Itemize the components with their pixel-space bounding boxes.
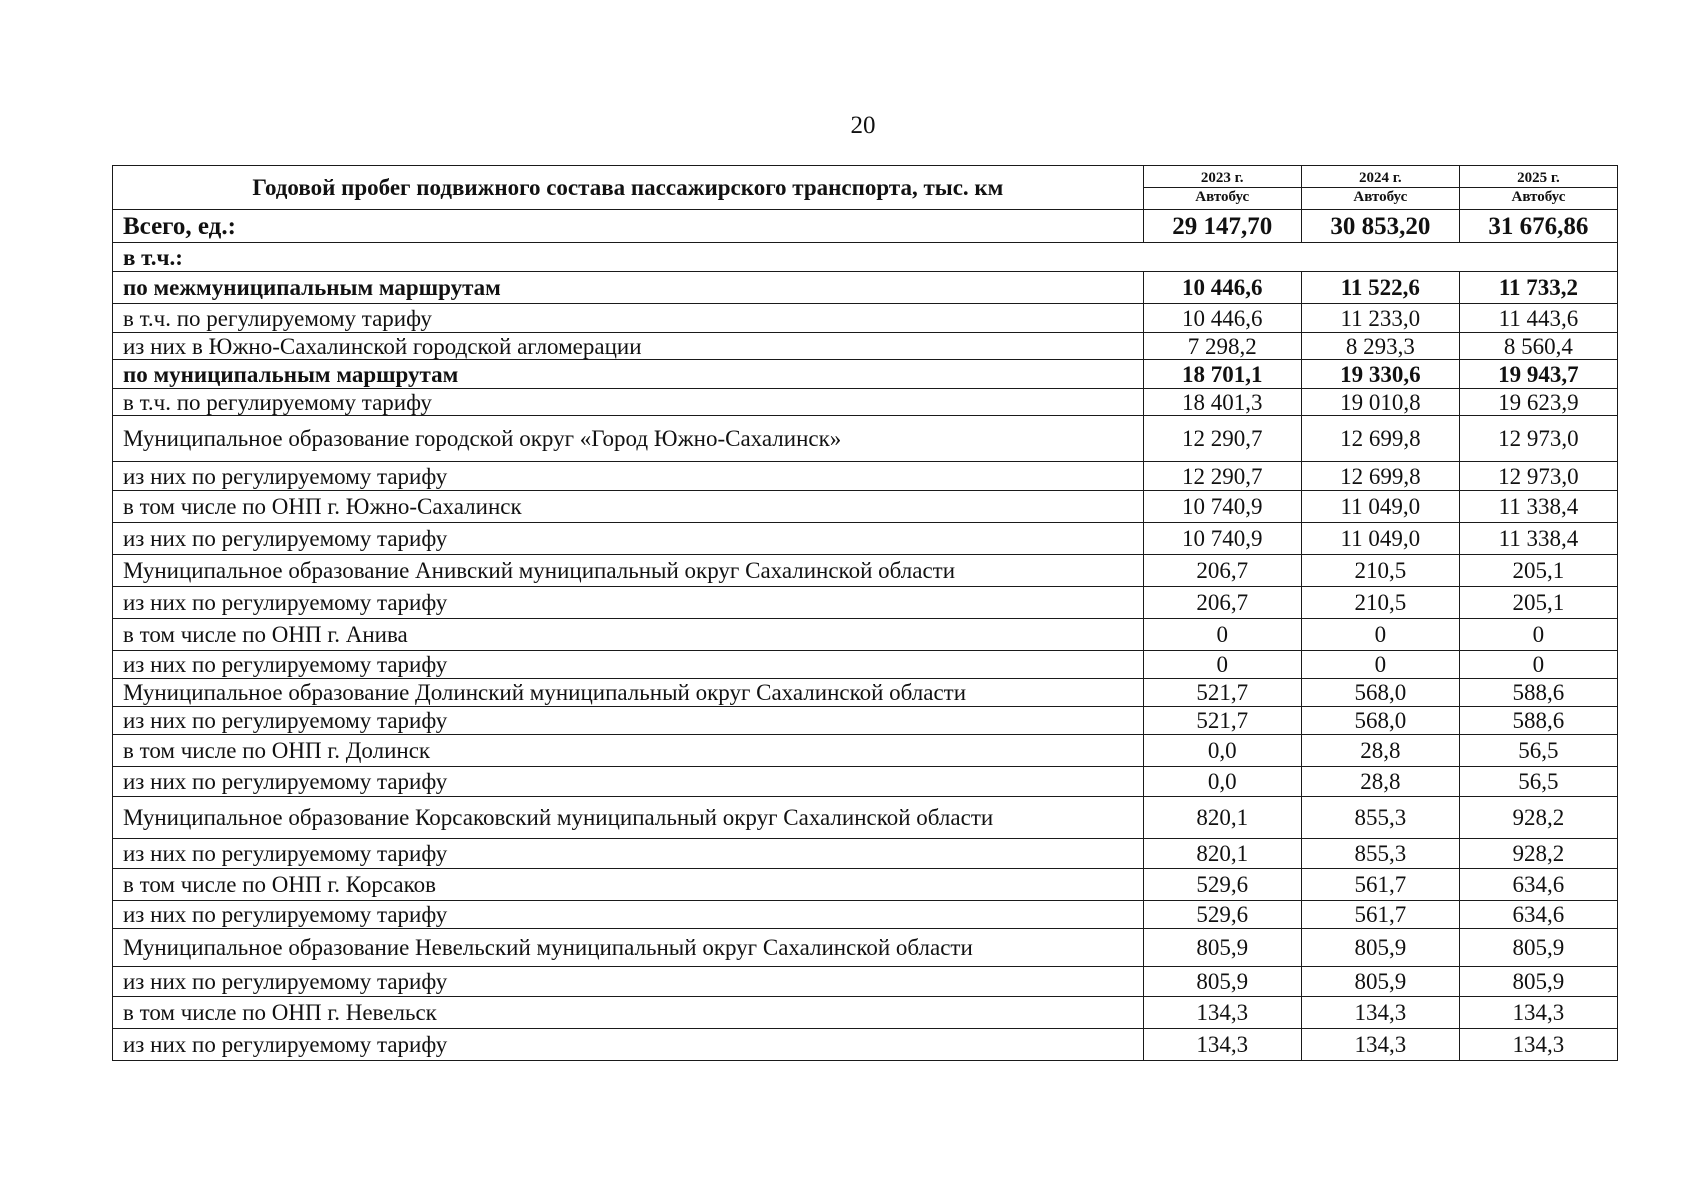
row-value-2024: 19 330,6	[1301, 360, 1459, 389]
row-value-2023: 29 147,70	[1143, 210, 1301, 243]
row-value-2025: 205,1	[1459, 555, 1617, 587]
row-value-2023: 18 701,1	[1143, 360, 1301, 389]
table-row	[113, 587, 1618, 619]
row-label: Муниципальное образование Долинский муниципальный округ Сахалинской области	[113, 679, 1144, 707]
vehicle-type-label: Автобус	[1511, 189, 1566, 205]
row-value-2023: 0	[1143, 619, 1301, 651]
table-row	[113, 901, 1618, 929]
row-value-2024: 805,9	[1301, 929, 1459, 967]
row-value-2023: 12 290,7	[1143, 462, 1301, 491]
row-value-2023: 10 446,6	[1143, 304, 1301, 333]
row-value-2023: 521,7	[1143, 707, 1301, 735]
table-row	[113, 869, 1618, 901]
row-value-2024: 855,3	[1301, 797, 1459, 839]
row-value-2025: 12 973,0	[1459, 462, 1617, 491]
table-row	[113, 679, 1618, 707]
row-label: в т.ч. по регулируемому тарифу	[113, 304, 1144, 333]
row-label: в том числе по ОНП г. Анива	[113, 619, 1144, 651]
row-value-2024: 8 293,3	[1301, 333, 1459, 360]
year-header-2023	[1143, 166, 1301, 210]
row-label: из них по регулируемому тарифу	[113, 967, 1144, 997]
table-row	[113, 389, 1618, 416]
row-value-2023: 805,9	[1143, 929, 1301, 967]
table-row	[113, 651, 1618, 679]
row-value-2023: 0,0	[1143, 735, 1301, 767]
row-value-2025: 11 733,2	[1459, 272, 1617, 304]
row-value-2023: 134,3	[1143, 1029, 1301, 1061]
row-value-2024: 561,7	[1301, 901, 1459, 929]
row-value-2025: 805,9	[1459, 929, 1617, 967]
row-value-2024: 11 522,6	[1301, 272, 1459, 304]
table-row	[113, 707, 1618, 735]
row-value-2024: 11 049,0	[1301, 523, 1459, 555]
row-label: из них по регулируемому тарифу	[113, 901, 1144, 929]
table-row	[113, 462, 1618, 491]
table-row	[113, 967, 1618, 997]
row-value-2024: 11 049,0	[1301, 491, 1459, 523]
table-row	[113, 619, 1618, 651]
row-value-2025: 0	[1459, 619, 1617, 651]
row-value-2024: 12 699,8	[1301, 462, 1459, 491]
row-label: в т.ч.:	[113, 243, 1618, 272]
table-row	[113, 797, 1618, 839]
row-value-2025: 11 338,4	[1459, 523, 1617, 555]
row-label: в том числе по ОНП г. Долинск	[113, 735, 1144, 767]
year-header-2024	[1301, 166, 1459, 210]
row-value-2025: 805,9	[1459, 967, 1617, 997]
year-label: 2025 г.	[1460, 169, 1617, 188]
row-label: из них по регулируемому тарифу	[113, 767, 1144, 797]
table-body	[113, 210, 1618, 1061]
table-row	[113, 767, 1618, 797]
row-label: из них по регулируемому тарифу	[113, 651, 1144, 679]
row-value-2025: 928,2	[1459, 839, 1617, 869]
row-value-2025: 0	[1459, 651, 1617, 679]
table-row	[113, 523, 1618, 555]
row-value-2023: 0	[1143, 651, 1301, 679]
row-value-2023: 820,1	[1143, 797, 1301, 839]
row-value-2025: 56,5	[1459, 767, 1617, 797]
table-row	[113, 839, 1618, 869]
table-header-row	[113, 166, 1618, 210]
row-label: из них по регулируемому тарифу	[113, 523, 1144, 555]
table-row	[113, 272, 1618, 304]
row-label: из них по регулируемому тарифу	[113, 587, 1144, 619]
table-row	[113, 1029, 1618, 1061]
row-value-2025: 588,6	[1459, 707, 1617, 735]
row-value-2025: 634,6	[1459, 869, 1617, 901]
row-value-2024: 805,9	[1301, 967, 1459, 997]
row-label: в том числе по ОНП г. Невельск	[113, 997, 1144, 1029]
row-value-2024: 30 853,20	[1301, 210, 1459, 243]
row-label: по муниципальным маршрутам	[113, 360, 1144, 389]
table-row	[113, 243, 1618, 272]
page-number: 20	[850, 112, 876, 139]
row-label: из них по регулируемому тарифу	[113, 707, 1144, 735]
table-row	[113, 491, 1618, 523]
table-title: Годовой пробег подвижного состава пассажирского транспорта, тыс. км	[113, 166, 1144, 210]
row-value-2024: 12 699,8	[1301, 416, 1459, 462]
table-row	[113, 555, 1618, 587]
row-value-2023: 820,1	[1143, 839, 1301, 869]
row-value-2023: 206,7	[1143, 555, 1301, 587]
row-value-2025: 205,1	[1459, 587, 1617, 619]
row-value-2025: 8 560,4	[1459, 333, 1617, 360]
row-value-2023: 12 290,7	[1143, 416, 1301, 462]
row-value-2024: 0	[1301, 651, 1459, 679]
row-value-2024: 28,8	[1301, 767, 1459, 797]
row-value-2025: 31 676,86	[1459, 210, 1617, 243]
row-value-2024: 210,5	[1301, 555, 1459, 587]
row-value-2025: 134,3	[1459, 1029, 1617, 1061]
row-value-2023: 18 401,3	[1143, 389, 1301, 416]
row-value-2023: 521,7	[1143, 679, 1301, 707]
row-value-2023: 10 740,9	[1143, 491, 1301, 523]
row-value-2023: 529,6	[1143, 869, 1301, 901]
row-value-2024: 11 233,0	[1301, 304, 1459, 333]
row-label: Муниципальное образование Невельский муниципальный округ Сахалинской области	[113, 929, 1144, 967]
table-row	[113, 735, 1618, 767]
row-label: в т.ч. по регулируемому тарифу	[113, 389, 1144, 416]
row-value-2024: 561,7	[1301, 869, 1459, 901]
row-value-2025: 56,5	[1459, 735, 1617, 767]
table-row	[113, 304, 1618, 333]
year-label: 2023 г.	[1144, 169, 1301, 188]
table-row	[113, 210, 1618, 243]
row-label: из них по регулируемому тарифу	[113, 462, 1144, 491]
row-value-2025: 12 973,0	[1459, 416, 1617, 462]
row-value-2025: 588,6	[1459, 679, 1617, 707]
row-value-2024: 568,0	[1301, 707, 1459, 735]
row-label: из них по регулируемому тарифу	[113, 839, 1144, 869]
row-value-2023: 134,3	[1143, 997, 1301, 1029]
row-label: Всего, ед.:	[113, 210, 1144, 243]
row-value-2023: 0,0	[1143, 767, 1301, 797]
row-value-2025: 19 943,7	[1459, 360, 1617, 389]
row-value-2024: 210,5	[1301, 587, 1459, 619]
row-label: Муниципальное образование Анивский муниципальный округ Сахалинской области	[113, 555, 1144, 587]
row-value-2023: 529,6	[1143, 901, 1301, 929]
row-value-2024: 19 010,8	[1301, 389, 1459, 416]
row-value-2024: 28,8	[1301, 735, 1459, 767]
row-value-2024: 855,3	[1301, 839, 1459, 869]
table-row	[113, 416, 1618, 462]
row-value-2023: 206,7	[1143, 587, 1301, 619]
table-row	[113, 333, 1618, 360]
table-row	[113, 997, 1618, 1029]
row-label: в том числе по ОНП г. Южно-Сахалинск	[113, 491, 1144, 523]
row-value-2025: 19 623,9	[1459, 389, 1617, 416]
vehicle-type-label: Автобус	[1195, 189, 1250, 205]
year-label: 2024 г.	[1302, 169, 1459, 188]
row-value-2025: 11 338,4	[1459, 491, 1617, 523]
row-value-2025: 928,2	[1459, 797, 1617, 839]
vehicle-type-label: Автобус	[1353, 189, 1408, 205]
row-label: Муниципальное образование Корсаковский муниципальный округ Сахалинской области	[113, 797, 1144, 839]
row-value-2025: 634,6	[1459, 901, 1617, 929]
row-label: Муниципальное образование городской округ «Город Южно-Сахалинск»	[113, 416, 1144, 462]
row-label: из них по регулируемому тарифу	[113, 1029, 1144, 1061]
row-label: из них в Южно-Сахалинской городской агломерации	[113, 333, 1144, 360]
row-value-2024: 568,0	[1301, 679, 1459, 707]
row-value-2025: 134,3	[1459, 997, 1617, 1029]
row-value-2023: 10 446,6	[1143, 272, 1301, 304]
table-row	[113, 360, 1618, 389]
row-value-2024: 0	[1301, 619, 1459, 651]
row-value-2023: 805,9	[1143, 967, 1301, 997]
row-label: по межмуниципальным маршрутам	[113, 272, 1144, 304]
year-header-2025	[1459, 166, 1617, 210]
row-value-2025: 11 443,6	[1459, 304, 1617, 333]
row-value-2023: 7 298,2	[1143, 333, 1301, 360]
row-label: в том числе по ОНП г. Корсаков	[113, 869, 1144, 901]
row-value-2024: 134,3	[1301, 1029, 1459, 1061]
mileage-table	[112, 165, 1618, 1061]
table-row	[113, 929, 1618, 967]
row-value-2023: 10 740,9	[1143, 523, 1301, 555]
row-value-2024: 134,3	[1301, 997, 1459, 1029]
